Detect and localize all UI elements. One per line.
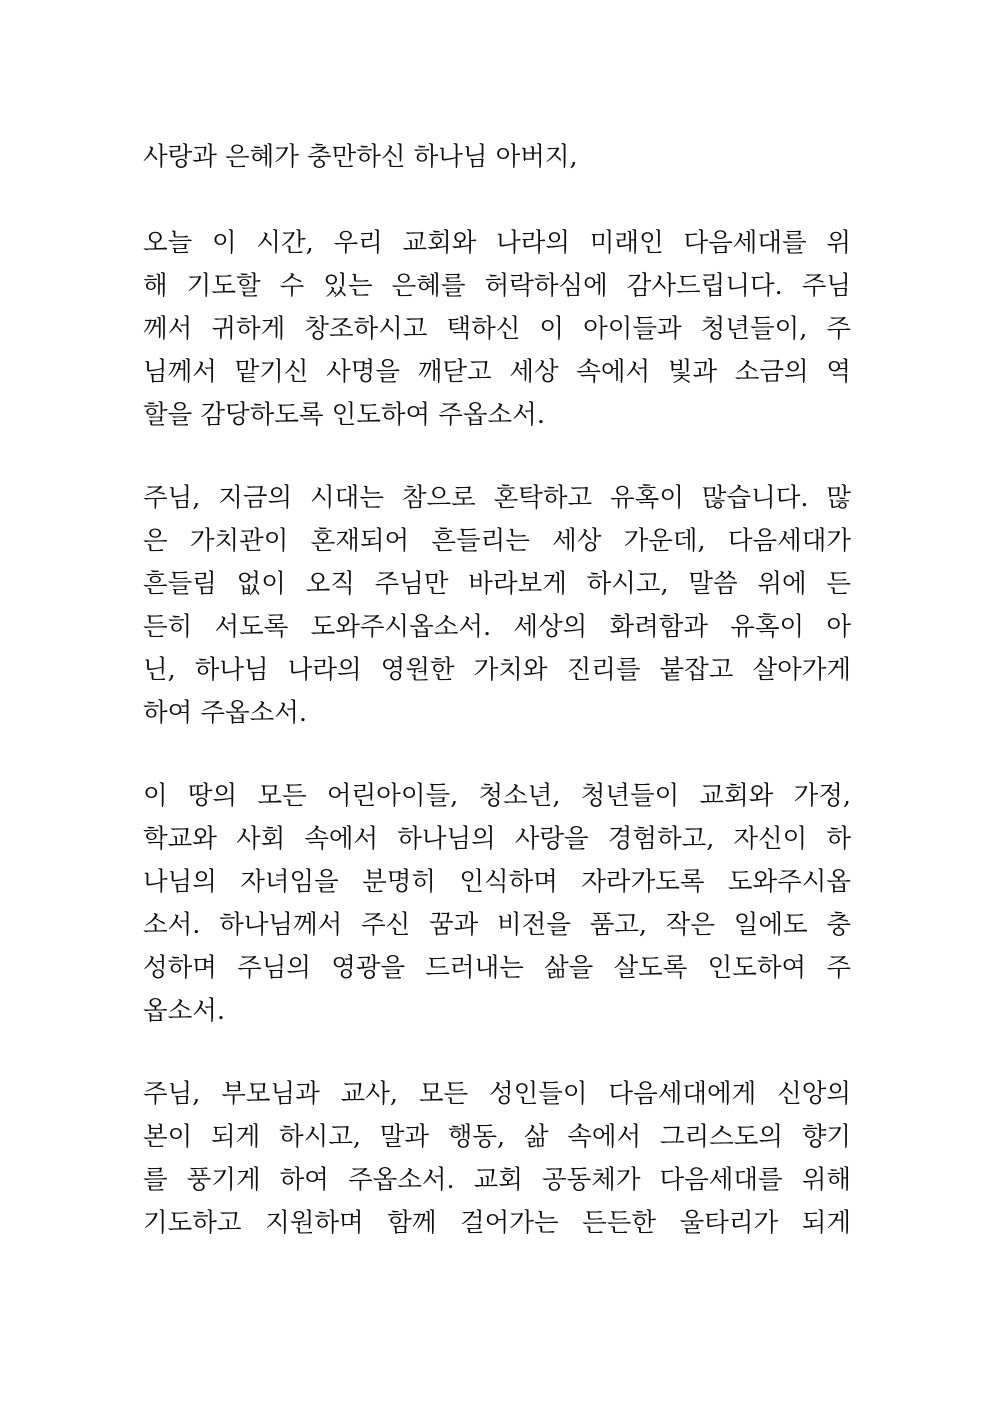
text-line: 이 땅의 모든 어린아이들, 청소년, 청년들이 교회와 가정, [143, 781, 851, 811]
text-line: 오늘 이 시간, 우리 교회와 나라의 미래인 다음세대를 위 [143, 228, 851, 258]
text-line: 주님, 지금의 시대는 참으로 혼탁하고 유혹이 많습니다. 많 [143, 483, 851, 513]
text-line: 닌, 하나님 나라의 영원한 가치와 진리를 붙잡고 살아가게 [143, 655, 851, 685]
text-line: 옵소서. [143, 996, 226, 1026]
text-line: 주님, 부모님과 교사, 모든 성인들이 다음세대에게 신앙의 [143, 1079, 851, 1109]
text-line: 든히 서도록 도와주시옵소서. 세상의 화려함과 유혹이 아 [143, 612, 851, 642]
text-line: 께서 귀하게 창조하시고 택하신 이 아이들과 청년들이, 주 [143, 314, 851, 344]
paragraph-elders [143, 1073, 851, 1245]
text-line: 사랑과 은혜가 충만하신 하나님 아버지, [143, 142, 578, 172]
text-line: 소서. 하나님께서 주신 꿈과 비전을 품고, 작은 일에도 충 [143, 910, 851, 940]
text-line: 흔들림 없이 오직 주님만 바라보게 하시고, 말씀 위에 든 [143, 569, 851, 599]
text-line: 해 기도할 수 있는 은혜를 허락하심에 감사드립니다. 주님 [143, 271, 851, 301]
text-line: 은 가치관이 혼재되어 흔들리는 세상 가운데, 다음세대가 [143, 526, 851, 556]
text-line: 할을 감당하도록 인도하여 주옵소서. [143, 400, 545, 430]
paragraph-greeting [143, 136, 851, 179]
paragraph-children [143, 775, 851, 1033]
text-line: 본이 되게 하시고, 말과 행동, 삶 속에서 그리스도의 향기 [143, 1122, 851, 1152]
text-line: 기도하고 지원하며 함께 걸어가는 든든한 울타리가 되게 [143, 1208, 851, 1238]
text-line: 를 풍기게 하여 주옵소서. 교회 공동체가 다음세대를 위해 [143, 1165, 851, 1195]
paragraph-times [143, 477, 851, 735]
text-line: 나님의 자녀임을 분명히 인식하며 자라가도록 도와주시옵 [143, 867, 851, 897]
text-line: 성하며 주님의 영광을 드러내는 삶을 살도록 인도하여 주 [143, 953, 851, 983]
paragraph-thanksgiving [143, 222, 851, 437]
text-line: 님께서 맡기신 사명을 깨닫고 세상 속에서 빛과 소금의 역 [143, 357, 851, 387]
text-line: 하여 주옵소서. [143, 698, 308, 728]
text-line: 학교와 사회 속에서 하나님의 사랑을 경험하고, 자신이 하 [143, 824, 851, 854]
